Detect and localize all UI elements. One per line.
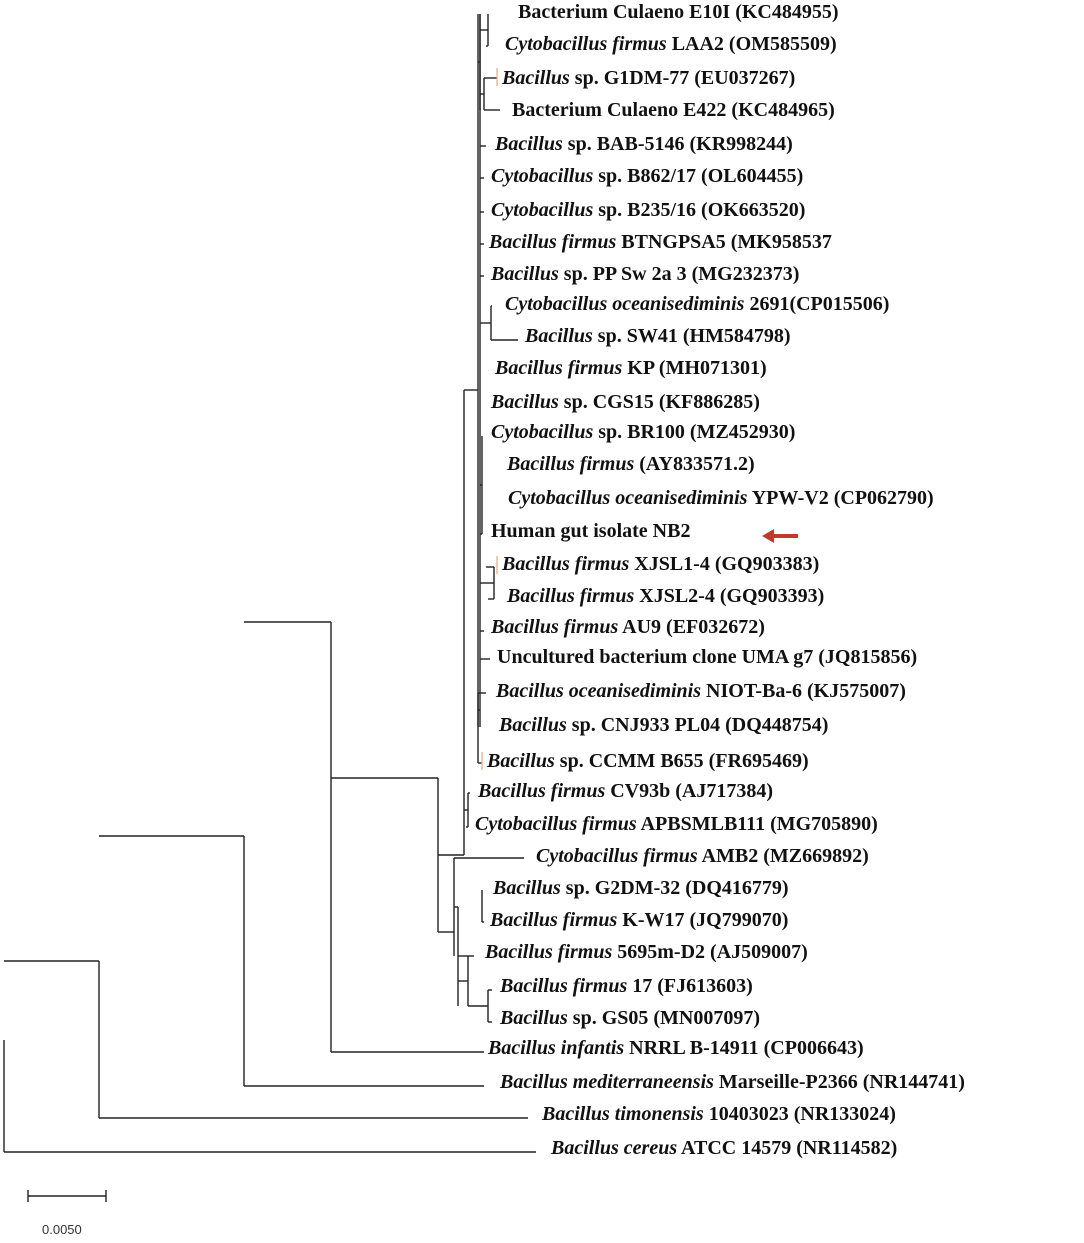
- leaf-label: [491, 262, 799, 286]
- leaf-strain-accession: XJSL2-4 (GQ903393): [634, 585, 825, 607]
- leaf-strain-accession: KP (MH071301): [622, 357, 767, 379]
- leaf-strain-accession: K-W17 (JQ799070): [617, 909, 789, 931]
- leaf-label: [496, 679, 906, 703]
- leaf-taxon-name: Bacillus firmus: [490, 909, 618, 931]
- leaf-label: [491, 164, 803, 188]
- leaf-label: [500, 1006, 760, 1030]
- leaf-strain-accession: sp. BR100 (MZ452930): [593, 421, 796, 443]
- leaf-label: [491, 519, 690, 543]
- leaf-taxon-name: Bacillus: [491, 263, 559, 285]
- leaf-taxon-name: Bacillus: [487, 750, 555, 772]
- leaf-strain-accession: (AY833571.2): [634, 453, 755, 475]
- leaf-strain-accession: AMB2 (MZ669892): [697, 845, 869, 867]
- leaf-label: [491, 615, 765, 639]
- leaf-label: [505, 292, 889, 316]
- leaf-taxon-name: Cytobacillus firmus: [475, 813, 637, 835]
- leaf-taxon-name: Bacillus firmus: [485, 941, 613, 963]
- leaf-strain-accession: YPW-V2 (CP062790): [747, 487, 934, 509]
- leaf-label: [499, 713, 828, 737]
- leaf-strain-accession: sp. G1DM-77 (EU037267): [569, 67, 796, 89]
- leaf-label: [508, 486, 934, 510]
- leaf-strain-accession: AU9 (EF032672): [618, 616, 765, 638]
- leaf-strain-accession: Human gut isolate NB2: [491, 520, 691, 542]
- leaf-strain-accession: sp. PP Sw 2a 3 (MG232373): [558, 263, 800, 285]
- leaf-strain-accession: sp. CGS15 (KF886285): [558, 391, 760, 413]
- leaf-strain-accession: 5695m-D2 (AJ509007): [612, 941, 808, 963]
- leaf-taxon-name: Bacillus: [500, 1007, 568, 1029]
- leaf-label: [491, 420, 795, 444]
- leaf-taxon-name: Cytobacillus firmus: [505, 33, 667, 55]
- leaf-strain-accession: CV93b (AJ717384): [605, 780, 774, 802]
- leaf-taxon-name: Cytobacillus firmus: [536, 845, 698, 867]
- leaf-strain-accession: sp. SW41 (HM584798): [592, 325, 791, 347]
- leaf-taxon-name: Bacillus oceanisediminis: [496, 680, 702, 702]
- leaf-strain-accession: Bacterium Culaeno E10I (KC484955): [518, 1, 839, 23]
- leaf-taxon-name: Bacillus firmus: [502, 553, 630, 575]
- leaf-taxon-name: Bacillus infantis: [488, 1037, 625, 1059]
- leaf-taxon-name: Bacillus: [493, 877, 561, 899]
- leaf-taxon-name: Bacillus: [495, 133, 563, 155]
- leaf-label: [502, 66, 795, 90]
- leaf-label: [507, 452, 755, 476]
- leaf-taxon-name: Bacillus firmus: [478, 780, 606, 802]
- leaf-strain-accession: ATCC 14579 (NR114582): [677, 1137, 898, 1159]
- highlight-arrow-icon: [760, 526, 800, 546]
- leaf-taxon-name: Bacillus firmus: [489, 231, 617, 253]
- leaf-strain-accession: Marseille-P2366 (NR144741): [713, 1071, 965, 1093]
- leaf-label: [551, 1136, 897, 1160]
- leaf-taxon-name: Bacillus: [491, 391, 559, 413]
- leaf-strain-accession: 17 (FJ613603): [627, 975, 753, 997]
- leaf-strain-accession: sp. BAB-5146 (KR998244): [562, 133, 793, 155]
- leaf-strain-accession: sp. B235/16 (OK663520): [593, 199, 806, 221]
- leaf-taxon-name: Cytobacillus: [491, 199, 594, 221]
- leaf-strain-accession: XJSL1-4 (GQ903383): [629, 553, 820, 575]
- leaf-label: [495, 356, 767, 380]
- leaf-taxon-name: Cytobacillus oceanisediminis: [508, 487, 748, 509]
- leaf-strain-accession: sp. G2DM-32 (DQ416779): [560, 877, 789, 899]
- leaf-strain-accession: APBSMLB111 (MG705890): [636, 813, 878, 835]
- leaf-taxon-name: Bacillus: [525, 325, 593, 347]
- leaf-strain-accession: NIOT-Ba-6 (KJ575007): [701, 680, 906, 702]
- leaf-strain-accession: sp. GS05 (MN007097): [567, 1007, 761, 1029]
- scale-bar-label: 0.0050: [42, 1222, 82, 1237]
- leaf-label: [500, 1070, 965, 1094]
- leaf-label: [478, 779, 773, 803]
- leaf-taxon-name: Bacillus timonensis: [542, 1103, 704, 1125]
- leaf-label: [497, 645, 917, 669]
- leaf-label: [536, 844, 869, 868]
- leaf-label: [542, 1102, 896, 1126]
- leaf-label: [507, 584, 824, 608]
- leaf-strain-accession: sp. CCMM B655 (FR695469): [554, 750, 809, 772]
- leaf-label: [489, 230, 832, 254]
- leaf-label: [495, 132, 793, 156]
- leaf-taxon-name: Cytobacillus: [491, 165, 594, 187]
- leaf-label: [488, 1036, 864, 1060]
- leaf-label: [493, 876, 789, 900]
- leaf-strain-accession: LAA2 (OM585509): [666, 33, 837, 55]
- leaf-label: [518, 0, 839, 24]
- leaf-taxon-name: Bacillus firmus: [491, 616, 619, 638]
- leaf-taxon-name: Bacillus: [499, 714, 567, 736]
- leaf-strain-accession: sp. B862/17 (OL604455): [593, 165, 804, 187]
- leaf-label: [490, 908, 788, 932]
- leaf-label: [512, 98, 835, 122]
- leaf-taxon-name: Bacillus firmus: [507, 453, 635, 475]
- leaf-taxon-name: Bacillus firmus: [507, 585, 635, 607]
- leaf-label: [525, 324, 791, 348]
- leaf-label: [502, 552, 819, 576]
- leaf-strain-accession: Bacterium Culaeno E422 (KC484965): [512, 99, 835, 121]
- leaf-strain-accession: NRRL B-14911 (CP006643): [624, 1037, 864, 1059]
- leaf-strain-accession: BTNGPSA5 (MK958537: [616, 231, 832, 253]
- leaf-taxon-name: Cytobacillus: [491, 421, 594, 443]
- leaf-label: [475, 812, 878, 836]
- leaf-taxon-name: Bacillus mediterraneensis: [500, 1071, 714, 1093]
- leaf-label: [491, 390, 760, 414]
- leaf-taxon-name: Cytobacillus oceanisediminis: [505, 293, 745, 315]
- leaf-taxon-name: Bacillus: [502, 67, 570, 89]
- leaf-taxon-name: Bacillus firmus: [495, 357, 623, 379]
- leaf-strain-accession: 2691(CP015506): [744, 293, 890, 315]
- leaf-taxon-name: Bacillus firmus: [500, 975, 628, 997]
- leaf-strain-accession: Uncultured bacterium clone UMA g7 (JQ815856): [497, 646, 918, 668]
- leaf-label: [505, 32, 837, 56]
- leaf-label: [491, 198, 805, 222]
- leaf-label: [485, 940, 808, 964]
- leaf-label: [487, 749, 809, 773]
- leaf-taxon-name: Bacillus cereus: [551, 1137, 678, 1159]
- leaf-strain-accession: sp. CNJ933 PL04 (DQ448754): [566, 714, 829, 736]
- leaf-strain-accession: 10403023 (NR133024): [703, 1103, 896, 1125]
- leaf-label: [500, 974, 753, 998]
